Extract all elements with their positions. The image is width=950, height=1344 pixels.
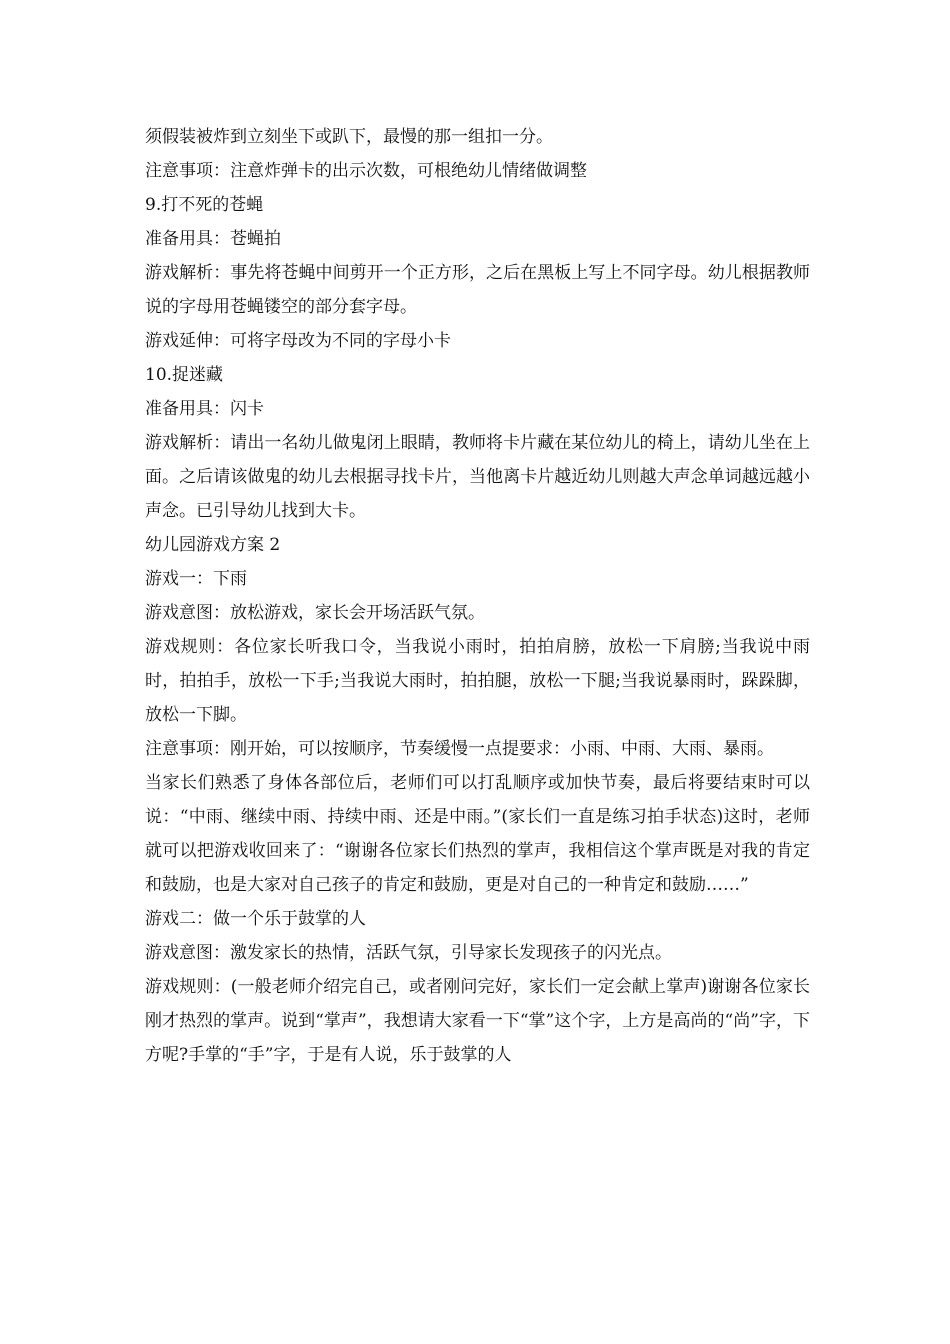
- document-page: [145, 120, 810, 1072]
- heading-game-10: 10.捉迷藏: [145, 365, 224, 385]
- paragraph-game-one-intent: 游戏意图：放松游戏，家长会开场活跃气氛。: [145, 603, 485, 623]
- paragraph-game-one-ending: 当家长们熟悉了身体各部位后，老师们可以打乱顺序或加快节奏，最后将要结束时可以说：“中雨、继续中雨、持续中雨、还是中雨。”(家长们一直是练习拍手状态)这时，老师就可以把游戏收回来了：“谢谢各位家长们热烈的掌声，我相信这个掌声既是对我的肯定和鼓励，也是大家对自己孩子的肯定和鼓励，更是对自己的一种肯定和鼓励……”: [145, 773, 810, 895]
- heading-plan-2: 幼儿园游戏方案 2: [145, 535, 281, 555]
- paragraph-game-9-analysis: 游戏解析：事先将苍蝇中间剪开一个正方形，之后在黑板上写上不同字母。幼儿根据教师说的字母用苍蝇镂空的部分套字母。: [145, 263, 810, 317]
- paragraph-bomb-rule-end: 须假装被炸到立刻坐下或趴下，最慢的那一组扣一分。: [145, 127, 553, 147]
- paragraph-game-9-extension: 游戏延伸：可将字母改为不同的字母小卡: [145, 331, 451, 351]
- heading-game-one: 游戏一：下雨: [145, 569, 247, 589]
- paragraph-game-two-rules: 游戏规则：(一般老师介绍完自己，或者刚问完好，家长们一定会献上掌声)谢谢各位家长刚才热烈的掌声。说到“掌声”，我想请大家看一下“掌”这个字，上方是高尚的“尚”字，下方呢?手掌的“手”字，于是有人说，乐于鼓掌的人: [145, 977, 810, 1065]
- paragraph-game-one-rules: 游戏规则：各位家长听我口令，当我说小雨时，拍拍肩膀，放松一下肩膀;当我说中雨时，拍拍手，放松一下手;当我说大雨时，拍拍腿，放松一下腿;当我说暴雨时，跺跺脚，放松一下脚。: [145, 637, 810, 725]
- heading-game-9: 9.打不死的苍蝇: [145, 195, 264, 215]
- paragraph-bomb-notes: 注意事项：注意炸弹卡的出示次数，可根绝幼儿情绪做调整: [145, 161, 587, 181]
- paragraph-game-9-tools: 准备用具：苍蝇拍: [145, 229, 281, 249]
- paragraph-game-10-analysis: 游戏解析：请出一名幼儿做鬼闭上眼睛，教师将卡片藏在某位幼儿的椅上，请幼儿坐在上面。之后请该做鬼的幼儿去根据寻找卡片，当他离卡片越近幼儿则越大声念单词越远越小声念。已引导幼儿找到大卡。: [145, 433, 810, 521]
- heading-game-two: 游戏二：做一个乐于鼓掌的人: [145, 909, 366, 929]
- paragraph-game-10-tools: 准备用具：闪卡: [145, 399, 264, 419]
- paragraph-game-two-intent: 游戏意图：激发家长的热情，活跃气氛，引导家长发现孩子的闪光点。: [145, 943, 672, 963]
- paragraph-game-one-notes: 注意事项：刚开始，可以按顺序，节奏缓慢一点提要求：小雨、中雨、大雨、暴雨。: [145, 739, 774, 759]
